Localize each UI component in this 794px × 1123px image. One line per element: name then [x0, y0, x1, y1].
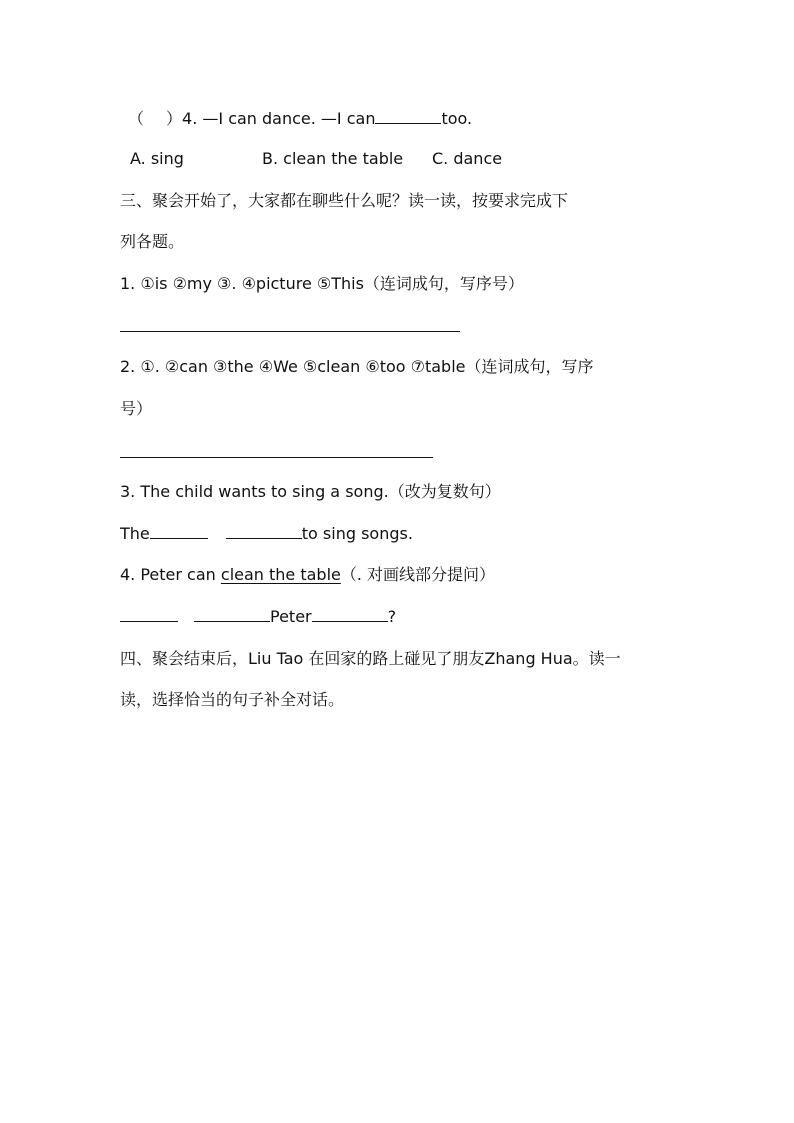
option-c: C. dance	[432, 149, 503, 168]
item-4	[120, 564, 495, 586]
item-4-underlined: clean the table	[220, 565, 341, 584]
answer-blank[interactable]	[226, 522, 302, 539]
item-3-answer-a: The	[120, 524, 150, 543]
item-4-answer	[120, 605, 396, 628]
item-4-answer-b: ?	[387, 607, 397, 626]
item-3: 3. The child wants to sing a song.（改为复数句）	[120, 482, 501, 501]
item-2-answer-line[interactable]	[120, 457, 433, 458]
item-1-answer-line[interactable]	[120, 331, 460, 332]
item-4-answer-a: Peter	[270, 607, 312, 626]
section-4-title-cont: 读，选择恰当的句子补全对话。	[120, 690, 345, 709]
question-4-stem-b: too.	[441, 109, 473, 128]
question-4	[128, 107, 472, 130]
answer-blank[interactable]	[375, 107, 441, 124]
section-3-title-cont: 列各题。	[120, 232, 185, 251]
item-2: 2. ①. ②can ③the ④We ⑤clean ⑥too ⑦table（连词成句，写序	[120, 357, 594, 376]
answer-blank[interactable]	[194, 605, 270, 622]
paren-open: （	[128, 109, 145, 128]
answer-blank[interactable]	[150, 522, 208, 539]
option-a: A. sing	[130, 149, 184, 168]
section-3-title: 三、聚会开始了，大家都在聊些什么呢？读一读，按要求完成下	[120, 191, 569, 210]
item-4-b: （. 对画线部分提问）	[340, 565, 496, 584]
answer-blank[interactable]	[120, 605, 178, 622]
item-3-answer	[120, 522, 413, 545]
item-1: 1. ①is ②my ③. ④picture ⑤This（连词成句，写序号）	[120, 274, 524, 293]
answer-blank[interactable]	[312, 605, 388, 622]
paren-close: ）	[166, 109, 183, 128]
section-4-title: 四、聚会结束后，Liu Tao 在回家的路上碰见了朋友Zhang Hua。读一	[120, 649, 621, 668]
question-4-stem-a: 4. —I can dance. —I can	[182, 109, 376, 128]
item-3-answer-b: to sing songs.	[301, 524, 413, 543]
item-4-a: 4. Peter can	[120, 565, 221, 584]
option-b: B. clean the table	[262, 149, 404, 168]
question-4-options	[130, 148, 502, 170]
item-2-cont: 号）	[120, 399, 153, 418]
